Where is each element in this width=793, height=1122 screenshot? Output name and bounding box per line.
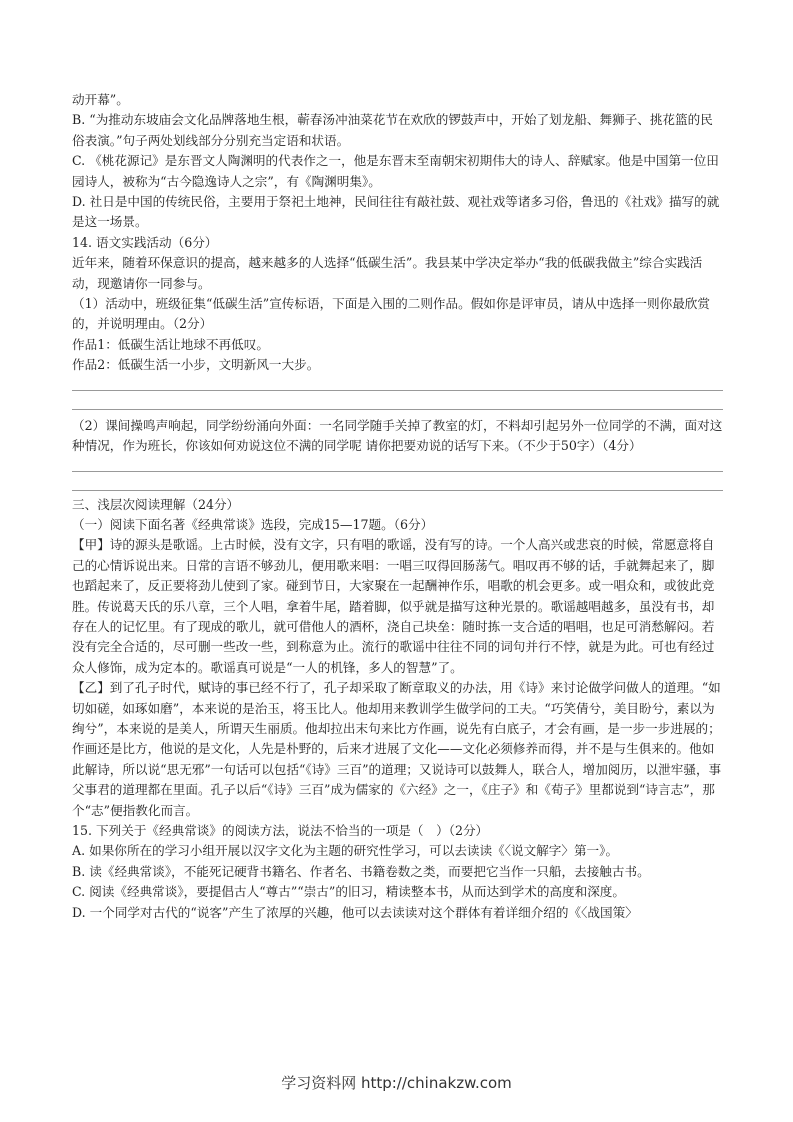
option-c: C. 《桃花源记》是东晋文人陶渊明的代表作之一，他是东晋末至南朝宋初期伟大的诗人、辞赋家。他是中国第一位田园诗人，被称为“古今隐逸诗人之宗”，有《陶渊明集》。: [72, 153, 719, 189]
question-14-part-1: （1）活动中，班级征集“低碳生活”宣传标语，下面是入围的二则作品。假如你是评审员，请从中选择一则你最欣赏的，并说明理由。（2分）: [72, 296, 710, 332]
work-1: 作品1：低碳生活让地球不再低叹。: [72, 336, 269, 352]
passage-yi: 【乙】到了孔子时代，赋诗的事已经不行了，孔子却采取了断章取义的办法，用《诗》来讨论做学问做人的道理。“如切如磋，如琢如磨”，本来说的是治玉，将玉比人。他却用来教训学生做学问的工夫。“巧笑倩兮，美目盼兮，素以为绚兮”，本来说的是美人，所谓天生丽质。他却拉出末句来比方作画，说先有白底子，才会有画，是一步一步进展的；作画还是比方，他说的是文化，人先是朴野的，后来才进展了文化——文化必须修养而得，并不是与生俱来的。他如此解诗，所以说“思无邪”一句话可以包括“《诗》三百”的道理；又说诗可以鼓舞人，联合人，增加阅历，以泄牢骚，事父事君的道理都在里面。孔子以后“《诗》三百”成为儒家的《六经》之一，《庄子》和《荀子》里都说到“诗言志”，那个“志”便指教化而言。: [72, 680, 722, 818]
reading-one-heading: （一）阅读下面名著《经典常谈》选段，完成15—17题。（6分）: [72, 516, 434, 532]
option-b: B. “为推动东坡庙会文化品牌落地生根，蕲春汤冲油菜花节在欢欣的锣鼓声中，开始了划龙船、舞狮子、挑花篮的民俗表演。”句子两处划线部分分别充当定语和状语。: [72, 112, 713, 148]
question-15-option-a: A. 如果你所在的学习小组开展以汉字文化为主题的研究性学习，可以去读读《〈说文解字〉第一》。: [72, 843, 619, 859]
question-14-intro: 近年来，随着环保意识的提高，越来越多的人选择“低碳生活”。我县某中学决定举办“我的低碳我做主”综合实践活动，现邀请你一同参与。: [72, 255, 703, 291]
question-15-option-d: D. 一个同学对古代的“说客”产生了浓厚的兴趣，他可以去读读对这个群体有着详细介绍的《〈战国策〉: [72, 904, 638, 920]
question-14-part-2: （2）课间操鸣声响起，同学纷纷涌向外面：一名同学随手关掉了教室的灯，不料却引起另外一位同学的不满，面对这种情况，作为班长，你该如何劝说这位不满的同学呢 请你把要劝说的话写下来。（不少于50字）（4分）: [72, 417, 723, 454]
question-14-heading: 14. 语文实践活动（6分）: [72, 234, 218, 250]
section-three-heading: 三、浅层次阅读理解（24分）: [72, 496, 240, 512]
question-15-option-b: B. 读《经典常谈》，不能死记硬背书籍名、作者名、书籍卷数之类，而要把它当作一只船，去接触古书。: [72, 863, 650, 879]
paragraph-continuation: 动开幕”。: [72, 92, 129, 107]
passage-jia: 【甲】诗的源头是歌谣。上古时候，没有文字，只有唱的歌谣，没有写的诗。一个人高兴或悲哀的时候，常愿意将自己的心情诉说出来。日常的言语不够劲儿，便用歌来唱：一唱三叹得回肠荡气。唱叹再不够的话，手就舞起来了，脚也蹈起来了，反正要将劲儿使到了家。碰到节日，大家聚在一起酬神作乐，唱歌的机会更多。或一唱众和，或彼此竞胜。传说葛天氏的乐八章，三个人唱，拿着牛尾，踏着脚，似乎就是描写这种光景的。歌谣越唱越多，虽没有书，却存在人的记忆里。有了现成的歌儿，就可借他人的酒杯，浇自己块垒：随时拣一支合适的唱唱，也足可消愁解闷。若没有完全合适的，尽可删一些改一些，到称意为止。流行的歌谣中往往不同的词句并行不悖，就是为此。可也有经过众人修饰，成为定本的。歌谣真可说是“一人的机锋，多人的智慧”了。: [72, 537, 715, 675]
question-15-option-c: C. 阅读《经典常谈》，要提倡古人“尊古”“崇古”的旧习，精读整本书，从而达到学术的高度和深度。: [72, 884, 625, 900]
work-2: 作品2：低碳生活一小步，文明新风一大步。: [72, 357, 320, 373]
question-15: 15. 下列关于《经典常谈》的阅读方法，说法不恰当的一项是（ ）（2分）: [72, 823, 489, 838]
option-d: D. 社日是中国的传统民俗，主要用于祭祀土地神，民间往往有敲社鼓、观社戏等诸多习俗，鲁迅的《社戏》描写的就是这一场景。: [72, 194, 720, 230]
footer-watermark: 学习资料网 http://chinakzw.com: [281, 1074, 512, 1092]
